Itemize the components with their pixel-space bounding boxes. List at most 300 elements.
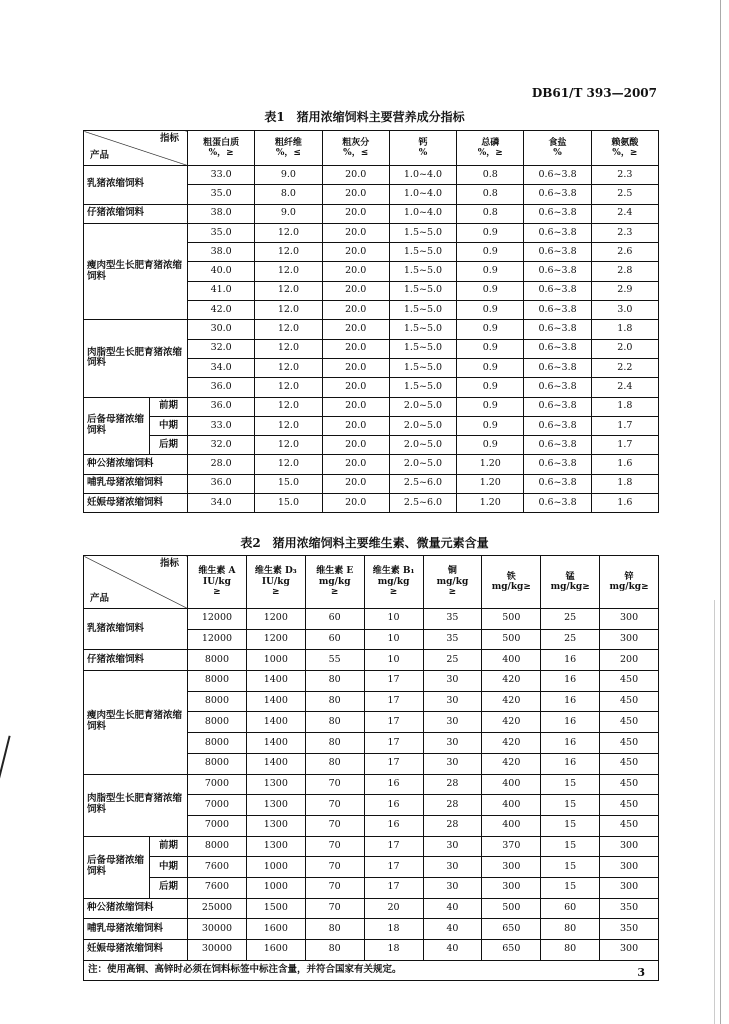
value-cell: 2.0~5.0 bbox=[389, 455, 456, 474]
product-name-cell bbox=[84, 836, 188, 898]
value-cell: 40 bbox=[423, 919, 482, 940]
value-cell: 17 bbox=[364, 671, 423, 692]
value-cell: 1.5~5.0 bbox=[389, 301, 456, 320]
value-cell: 420 bbox=[482, 691, 541, 712]
value-cell: 35.0 bbox=[188, 223, 255, 242]
phase-label: 后期 bbox=[158, 881, 178, 893]
value-cell: 1.8 bbox=[591, 320, 658, 339]
value-cell: 0.6~3.8 bbox=[524, 204, 591, 223]
value-cell: 0.8 bbox=[457, 166, 524, 185]
value-cell: 1300 bbox=[246, 774, 305, 795]
column-header-line: 粗纤维 bbox=[274, 137, 302, 148]
product-name-cell: 仔猪浓缩饲料 bbox=[84, 650, 188, 671]
value-cell: 28 bbox=[423, 795, 482, 816]
value-cell: 450 bbox=[600, 815, 659, 836]
corner-label-indicator: 指标 bbox=[159, 133, 179, 144]
value-cell: 12.0 bbox=[255, 223, 322, 242]
value-cell: 10 bbox=[364, 650, 423, 671]
corner-header-cell bbox=[84, 131, 188, 166]
value-cell: 300 bbox=[600, 836, 659, 857]
value-cell: 17 bbox=[364, 712, 423, 733]
value-cell: 8000 bbox=[188, 671, 247, 692]
value-cell: 1.20 bbox=[457, 455, 524, 474]
product-name-cell: 种公猪浓缩饲料 bbox=[84, 455, 188, 474]
value-cell: 25 bbox=[541, 629, 600, 650]
value-cell: 0.9 bbox=[457, 223, 524, 242]
value-cell: 30 bbox=[423, 733, 482, 754]
value-cell: 80 bbox=[541, 919, 600, 940]
value-cell: 35 bbox=[423, 629, 482, 650]
product-name-cell: 哺乳母猪浓缩饲料 bbox=[84, 474, 188, 493]
value-cell: 300 bbox=[600, 629, 659, 650]
header-row bbox=[84, 556, 659, 609]
value-cell: 400 bbox=[482, 774, 541, 795]
value-cell: 300 bbox=[600, 857, 659, 878]
table-row bbox=[84, 898, 659, 919]
table-row bbox=[84, 166, 659, 185]
value-cell: 1.6 bbox=[591, 494, 658, 513]
value-cell: 70 bbox=[305, 815, 364, 836]
value-cell: 0.6~3.8 bbox=[524, 358, 591, 377]
table-note: 注：使用高铜、高锌时必须在饲料标签中标注含量，并符合国家有关规定。 bbox=[84, 960, 659, 981]
value-cell: 1.20 bbox=[457, 474, 524, 493]
value-cell: 20.0 bbox=[322, 494, 389, 513]
value-cell: 2.5~6.0 bbox=[389, 494, 456, 513]
value-cell: 1400 bbox=[246, 753, 305, 774]
product-group-wrapper bbox=[84, 398, 187, 455]
value-cell: 1.5~5.0 bbox=[389, 281, 456, 300]
product-name-cell: 仔猪浓缩饲料 bbox=[84, 204, 188, 223]
value-cell: 60 bbox=[305, 629, 364, 650]
column-header bbox=[188, 131, 255, 166]
column-header-line: IU/kg bbox=[261, 576, 290, 587]
header-row bbox=[84, 131, 659, 166]
column-header-line: %，≤ bbox=[343, 148, 369, 158]
phase-list bbox=[150, 837, 187, 898]
value-cell: 3.0 bbox=[591, 301, 658, 320]
value-cell: 0.6~3.8 bbox=[524, 223, 591, 242]
value-cell: 15.0 bbox=[255, 494, 322, 513]
value-cell: 12.0 bbox=[255, 339, 322, 358]
value-cell: 20.0 bbox=[322, 243, 389, 262]
table-row bbox=[84, 650, 659, 671]
value-cell: 9.0 bbox=[255, 204, 322, 223]
value-cell: 1.8 bbox=[591, 397, 658, 416]
value-cell: 1.0~4.0 bbox=[389, 166, 456, 185]
value-cell: 15 bbox=[541, 774, 600, 795]
column-header-line: ≥ bbox=[330, 587, 339, 598]
value-cell: 1.5~5.0 bbox=[389, 339, 456, 358]
value-cell: 20.0 bbox=[322, 358, 389, 377]
value-cell: 1.6 bbox=[591, 455, 658, 474]
value-cell: 12.0 bbox=[255, 416, 322, 435]
value-cell: 15 bbox=[541, 795, 600, 816]
value-cell: 70 bbox=[305, 877, 364, 898]
product-name-cell: 瘦肉型生长肥育猪浓缩饲料 bbox=[84, 671, 188, 774]
value-cell: 25000 bbox=[188, 898, 247, 919]
value-cell: 80 bbox=[541, 940, 600, 961]
value-cell: 500 bbox=[482, 629, 541, 650]
scan-mark bbox=[0, 736, 11, 790]
value-cell: 1600 bbox=[246, 940, 305, 961]
column-header bbox=[457, 131, 524, 166]
value-cell: 38.0 bbox=[188, 204, 255, 223]
column-header bbox=[364, 556, 423, 609]
value-cell: 2.0~5.0 bbox=[389, 416, 456, 435]
value-cell: 0.8 bbox=[457, 204, 524, 223]
value-cell: 80 bbox=[305, 712, 364, 733]
value-cell: 1500 bbox=[246, 898, 305, 919]
value-cell: 70 bbox=[305, 898, 364, 919]
value-cell: 36.0 bbox=[188, 474, 255, 493]
value-cell: 20.0 bbox=[322, 397, 389, 416]
value-cell: 16 bbox=[364, 795, 423, 816]
value-cell: 300 bbox=[600, 940, 659, 961]
value-cell: 12.0 bbox=[255, 378, 322, 397]
scan-edge-line bbox=[714, 600, 715, 1024]
value-cell: 7000 bbox=[188, 795, 247, 816]
column-header-line: 维生素 E bbox=[316, 566, 354, 577]
value-cell: 420 bbox=[482, 753, 541, 774]
value-cell: 1400 bbox=[246, 712, 305, 733]
value-cell: 1.5~5.0 bbox=[389, 243, 456, 262]
table-row bbox=[84, 494, 659, 513]
page-number: 3 bbox=[637, 966, 645, 979]
value-cell: 7000 bbox=[188, 815, 247, 836]
column-header-line: %，≥ bbox=[612, 148, 638, 158]
value-cell: 8.0 bbox=[255, 185, 322, 204]
table-row bbox=[84, 774, 659, 795]
value-cell: 2.6 bbox=[591, 243, 658, 262]
value-cell: 450 bbox=[600, 712, 659, 733]
column-header bbox=[541, 556, 600, 609]
value-cell: 1.5~5.0 bbox=[389, 262, 456, 281]
column-header-line: mg/kg≥ bbox=[491, 582, 531, 592]
value-cell: 20.0 bbox=[322, 416, 389, 435]
value-cell: 60 bbox=[305, 609, 364, 630]
value-cell: 0.6~3.8 bbox=[524, 378, 591, 397]
value-cell: 15.0 bbox=[255, 474, 322, 493]
value-cell: 16 bbox=[364, 774, 423, 795]
value-cell: 20.0 bbox=[322, 474, 389, 493]
value-cell: 16 bbox=[541, 733, 600, 754]
corner-label-product: 产品 bbox=[90, 150, 110, 162]
value-cell: 500 bbox=[482, 609, 541, 630]
value-cell: 1000 bbox=[246, 877, 305, 898]
value-cell: 450 bbox=[600, 774, 659, 795]
value-cell: 1.5~5.0 bbox=[389, 223, 456, 242]
value-cell: 70 bbox=[305, 857, 364, 878]
product-name-cell: 乳猪浓缩饲料 bbox=[84, 166, 188, 205]
value-cell: 400 bbox=[482, 815, 541, 836]
product-name-cell: 乳猪浓缩饲料 bbox=[84, 609, 188, 650]
corner-label-product: 产品 bbox=[90, 593, 110, 605]
phase-label: 中期 bbox=[150, 857, 187, 878]
value-cell: 420 bbox=[482, 712, 541, 733]
value-cell: 25 bbox=[541, 609, 600, 630]
product-name-cell bbox=[84, 397, 188, 455]
value-cell: 300 bbox=[600, 877, 659, 898]
value-cell: 12.0 bbox=[255, 262, 322, 281]
column-header bbox=[524, 131, 591, 166]
value-cell: 0.9 bbox=[457, 301, 524, 320]
value-cell: 8000 bbox=[188, 712, 247, 733]
value-cell: 450 bbox=[600, 753, 659, 774]
value-cell: 16 bbox=[541, 650, 600, 671]
value-cell: 30.0 bbox=[188, 320, 255, 339]
value-cell: 1000 bbox=[246, 857, 305, 878]
product-name-cell: 种公猪浓缩饲料 bbox=[84, 898, 188, 919]
value-cell: 0.9 bbox=[457, 397, 524, 416]
value-cell: 350 bbox=[600, 919, 659, 940]
corner-header-cell bbox=[84, 556, 188, 609]
value-cell: 0.9 bbox=[457, 262, 524, 281]
value-cell: 12.0 bbox=[255, 455, 322, 474]
value-cell: 34.0 bbox=[188, 494, 255, 513]
value-cell: 80 bbox=[305, 671, 364, 692]
value-cell: 1300 bbox=[246, 815, 305, 836]
table-row bbox=[84, 671, 659, 692]
column-header-line: %，≥ bbox=[208, 148, 234, 158]
column-header-line: 钙 bbox=[418, 137, 428, 148]
column-header bbox=[246, 556, 305, 609]
value-cell: 2.5 bbox=[591, 185, 658, 204]
value-cell: 17 bbox=[364, 857, 423, 878]
column-header-line: 锌 bbox=[624, 571, 634, 582]
value-cell: 34.0 bbox=[188, 358, 255, 377]
value-cell: 0.6~3.8 bbox=[524, 474, 591, 493]
value-cell: 20.0 bbox=[322, 320, 389, 339]
value-cell: 25 bbox=[423, 650, 482, 671]
value-cell: 28 bbox=[423, 774, 482, 795]
value-cell: 0.6~3.8 bbox=[524, 455, 591, 474]
value-cell: 32.0 bbox=[188, 436, 255, 455]
column-header bbox=[591, 131, 658, 166]
column-header bbox=[423, 556, 482, 609]
phase-label: 前期 bbox=[150, 398, 187, 417]
value-cell: 650 bbox=[482, 940, 541, 961]
value-cell: 0.6~3.8 bbox=[524, 281, 591, 300]
value-cell: 28 bbox=[423, 815, 482, 836]
value-cell: 1.5~5.0 bbox=[389, 378, 456, 397]
value-cell: 0.6~3.8 bbox=[524, 301, 591, 320]
value-cell: 12.0 bbox=[255, 243, 322, 262]
value-cell: 0.6~3.8 bbox=[524, 339, 591, 358]
table-row bbox=[84, 836, 659, 857]
value-cell: 0.9 bbox=[457, 378, 524, 397]
value-cell: 15 bbox=[541, 877, 600, 898]
value-cell: 1300 bbox=[246, 836, 305, 857]
column-header-line: mg/kg bbox=[436, 576, 469, 587]
column-header-line: ≥ bbox=[389, 587, 398, 598]
phase-label: 后期 bbox=[158, 438, 178, 450]
value-cell: 16 bbox=[364, 815, 423, 836]
value-cell: 30 bbox=[423, 671, 482, 692]
value-cell: 30000 bbox=[188, 940, 247, 961]
table-row bbox=[84, 474, 659, 493]
product-name-cell: 妊娠母猪浓缩饲料 bbox=[84, 940, 188, 961]
value-cell: 370 bbox=[482, 836, 541, 857]
value-cell: 7000 bbox=[188, 774, 247, 795]
corner-label-indicator: 指标 bbox=[159, 558, 179, 569]
value-cell: 0.6~3.8 bbox=[524, 320, 591, 339]
column-header-line: % bbox=[553, 148, 562, 158]
column-header bbox=[322, 131, 389, 166]
table-row bbox=[84, 455, 659, 474]
value-cell: 16 bbox=[541, 753, 600, 774]
column-header-line: 锰 bbox=[565, 571, 575, 582]
column-header bbox=[305, 556, 364, 609]
value-cell: 17 bbox=[364, 836, 423, 857]
value-cell: 38.0 bbox=[188, 243, 255, 262]
value-cell: 0.9 bbox=[457, 339, 524, 358]
value-cell: 16 bbox=[541, 671, 600, 692]
value-cell: 12.0 bbox=[255, 281, 322, 300]
value-cell: 1200 bbox=[246, 629, 305, 650]
value-cell: 1.5~5.0 bbox=[389, 358, 456, 377]
column-header-line: 维生素 D₃ bbox=[254, 566, 297, 577]
value-cell: 80 bbox=[305, 940, 364, 961]
column-header-line: mg/kg≥ bbox=[609, 582, 649, 592]
table-row bbox=[84, 609, 659, 630]
value-cell: 300 bbox=[482, 857, 541, 878]
column-header bbox=[482, 556, 541, 609]
value-cell: 0.6~3.8 bbox=[524, 185, 591, 204]
value-cell: 16 bbox=[541, 691, 600, 712]
value-cell: 400 bbox=[482, 795, 541, 816]
column-header-line: %，≤ bbox=[275, 148, 301, 158]
value-cell: 2.4 bbox=[591, 204, 658, 223]
value-cell: 2.3 bbox=[591, 166, 658, 185]
value-cell: 0.6~3.8 bbox=[524, 494, 591, 513]
value-cell: 17 bbox=[364, 691, 423, 712]
value-cell: 300 bbox=[600, 609, 659, 630]
value-cell: 30 bbox=[423, 877, 482, 898]
value-cell: 1.7 bbox=[591, 416, 658, 435]
table-row bbox=[84, 204, 659, 223]
product-name-cell: 瘦肉型生长肥育猪浓缩饲料 bbox=[84, 223, 188, 319]
value-cell: 70 bbox=[305, 795, 364, 816]
value-cell: 8000 bbox=[188, 691, 247, 712]
value-cell: 80 bbox=[305, 691, 364, 712]
value-cell: 17 bbox=[364, 877, 423, 898]
table-row bbox=[84, 223, 659, 242]
product-name: 后备母猪浓缩饲料 bbox=[84, 837, 150, 898]
value-cell: 350 bbox=[600, 898, 659, 919]
value-cell: 55 bbox=[305, 650, 364, 671]
phase-label: 中期 bbox=[150, 417, 187, 436]
table2-vitamin-trace-elements bbox=[83, 555, 659, 981]
value-cell: 2.8 bbox=[591, 262, 658, 281]
value-cell: 0.9 bbox=[457, 436, 524, 455]
value-cell: 80 bbox=[305, 733, 364, 754]
value-cell: 12.0 bbox=[255, 358, 322, 377]
value-cell: 0.6~3.8 bbox=[524, 262, 591, 281]
phase-label: 前期 bbox=[150, 837, 187, 858]
column-header-line: IU/kg bbox=[203, 576, 231, 587]
value-cell: 10 bbox=[364, 609, 423, 630]
table-row bbox=[84, 919, 659, 940]
value-cell: 16 bbox=[541, 712, 600, 733]
value-cell: 20.0 bbox=[322, 301, 389, 320]
value-cell: 18 bbox=[364, 940, 423, 961]
value-cell: 8000 bbox=[188, 836, 247, 857]
value-cell: 1.5~5.0 bbox=[389, 320, 456, 339]
product-name-cell: 哺乳母猪浓缩饲料 bbox=[84, 919, 188, 940]
value-cell: 30000 bbox=[188, 919, 247, 940]
value-cell: 35 bbox=[423, 609, 482, 630]
value-cell: 1300 bbox=[246, 795, 305, 816]
column-header-line: 铜 bbox=[447, 566, 457, 577]
column-header-line: ≥ bbox=[448, 587, 457, 598]
value-cell: 2.2 bbox=[591, 358, 658, 377]
column-header-line: 总磷 bbox=[481, 137, 500, 148]
value-cell: 2.3 bbox=[591, 223, 658, 242]
table2-caption: 表2 猪用浓缩饲料主要维生素、微量元素含量 bbox=[240, 536, 489, 550]
value-cell: 0.8 bbox=[457, 185, 524, 204]
value-cell: 42.0 bbox=[188, 301, 255, 320]
value-cell: 1400 bbox=[246, 733, 305, 754]
column-header-line: mg/kg bbox=[318, 576, 351, 587]
value-cell: 0.6~3.8 bbox=[524, 243, 591, 262]
value-cell: 0.9 bbox=[457, 320, 524, 339]
value-cell: 36.0 bbox=[188, 378, 255, 397]
value-cell: 10 bbox=[364, 629, 423, 650]
value-cell: 12.0 bbox=[255, 301, 322, 320]
value-cell: 60 bbox=[541, 898, 600, 919]
column-header bbox=[600, 556, 659, 609]
value-cell: 2.0~5.0 bbox=[389, 436, 456, 455]
value-cell: 12.0 bbox=[255, 397, 322, 416]
value-cell: 18 bbox=[364, 919, 423, 940]
value-cell: 20.0 bbox=[322, 436, 389, 455]
value-cell: 33.0 bbox=[188, 416, 255, 435]
value-cell: 40 bbox=[423, 898, 482, 919]
value-cell: 650 bbox=[482, 919, 541, 940]
value-cell: 41.0 bbox=[188, 281, 255, 300]
value-cell: 7600 bbox=[188, 857, 247, 878]
value-cell: 450 bbox=[600, 733, 659, 754]
value-cell: 1200 bbox=[246, 609, 305, 630]
value-cell: 80 bbox=[305, 753, 364, 774]
phase-list bbox=[150, 398, 187, 455]
column-header-line: 粗蛋白质 bbox=[203, 137, 240, 148]
column-header bbox=[389, 131, 456, 166]
value-cell: 20.0 bbox=[322, 185, 389, 204]
value-cell: 2.0~5.0 bbox=[389, 397, 456, 416]
value-cell: 0.6~3.8 bbox=[524, 436, 591, 455]
value-cell: 12000 bbox=[188, 609, 247, 630]
column-header-line: 赖氨酸 bbox=[611, 137, 639, 148]
column-header-line: mg/kg≥ bbox=[550, 582, 590, 592]
column-header bbox=[255, 131, 322, 166]
value-cell: 12.0 bbox=[255, 436, 322, 455]
value-cell: 20.0 bbox=[322, 339, 389, 358]
value-cell: 0.9 bbox=[457, 358, 524, 377]
value-cell: 0.9 bbox=[457, 281, 524, 300]
value-cell: 80 bbox=[305, 919, 364, 940]
value-cell: 17 bbox=[364, 753, 423, 774]
value-cell: 1.8 bbox=[591, 474, 658, 493]
value-cell: 20.0 bbox=[322, 455, 389, 474]
table1-caption: 表1 猪用浓缩饲料主要营养成分指标 bbox=[264, 110, 465, 124]
column-header-line: 维生素 A bbox=[198, 566, 236, 577]
value-cell: 20.0 bbox=[322, 166, 389, 185]
value-cell: 8000 bbox=[188, 733, 247, 754]
value-cell: 2.4 bbox=[591, 378, 658, 397]
product-name-cell: 妊娠母猪浓缩饲料 bbox=[84, 494, 188, 513]
table-row bbox=[84, 397, 659, 416]
